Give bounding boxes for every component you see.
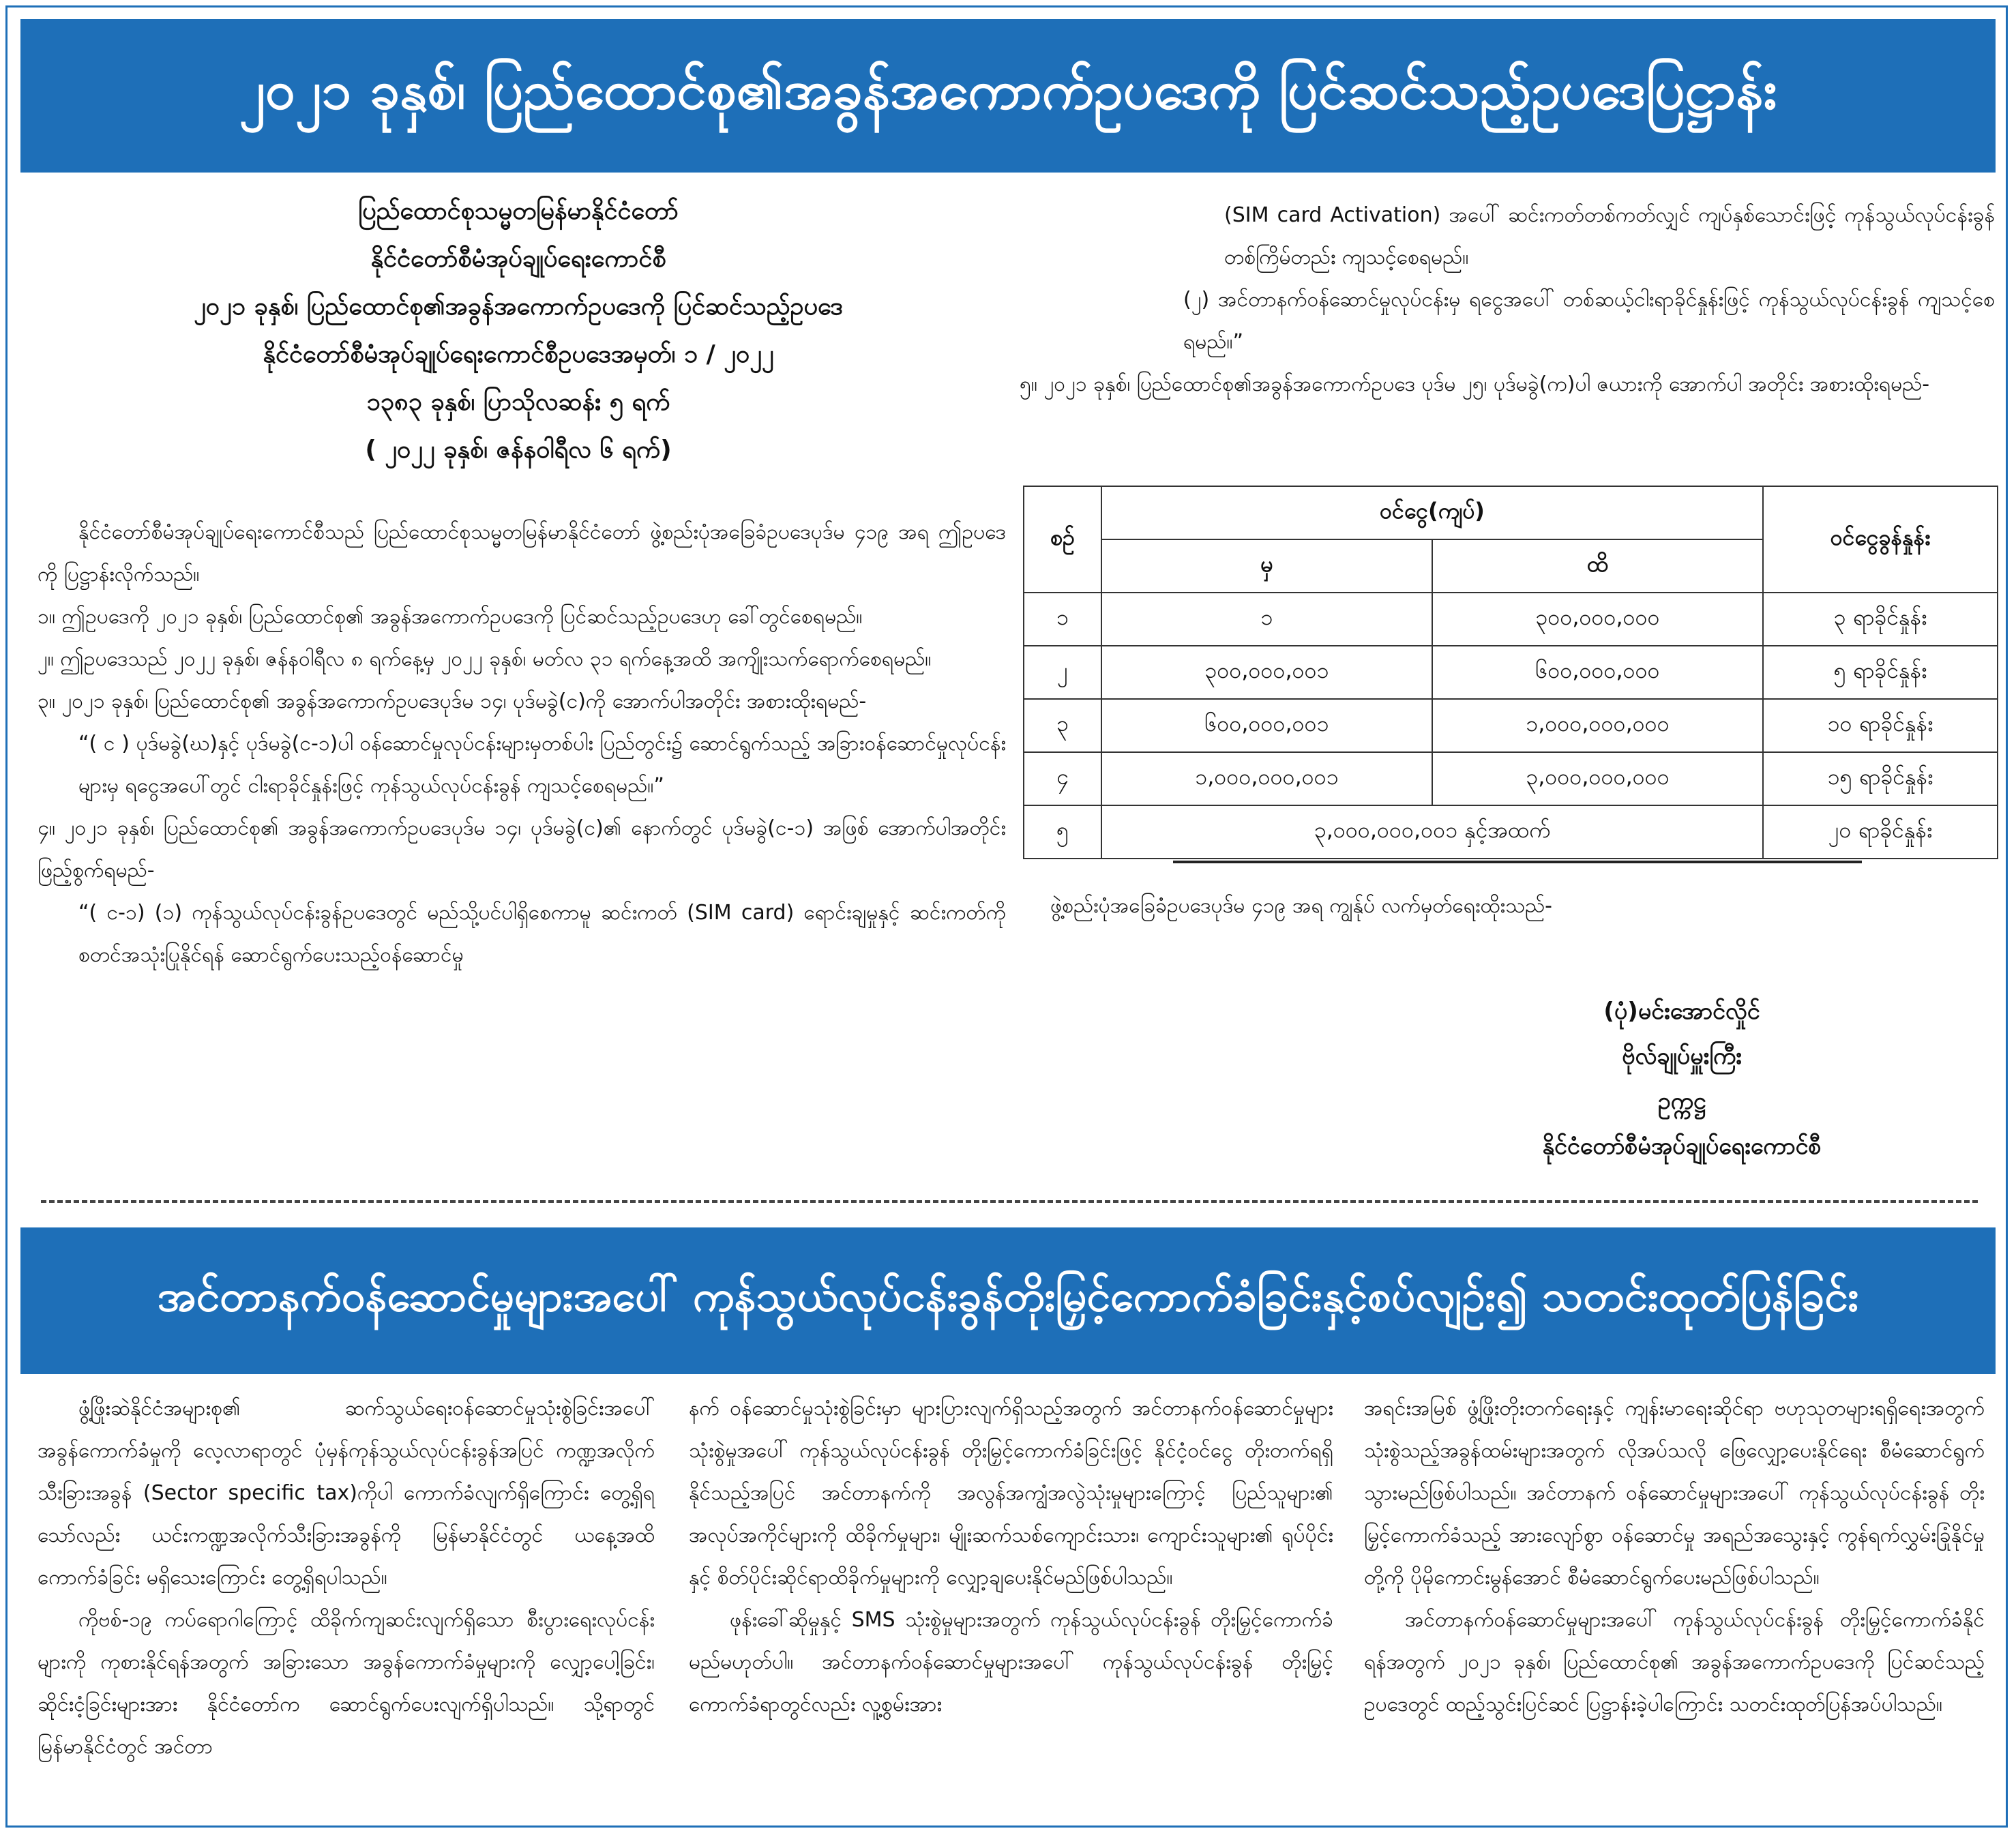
cell-no: ၁: [1024, 593, 1101, 646]
cell-range: ၃,၀၀၀,၀၀၀,၀၀၁ နှင့်အထက်: [1101, 805, 1763, 859]
notice-title: ၂၀၂၁ ခုနှစ်၊ ပြည်ထောင်စု၏အခွန်အကောက်ဥပဒေကို ပြင်ဆင်သည့်ဥပဒေပြဋ္ဌာန်း: [239, 60, 1777, 121]
paragraph: ၅။ ၂၀၂၁ ခုနှစ်၊ ပြည်ထောင်စု၏အခွန်အကောက်ဥပဒေ ပုဒ်မ ၂၅၊ ပုဒ်မခွဲ(က)ပါ ဇယားကို အောက်ပါ အတိုင်း အစားထိုးရမည်-: [1020, 372, 1930, 396]
cell-rate: ၅ ရာခိုင်နှုန်း: [1763, 646, 1998, 699]
cell-no: ၄: [1024, 752, 1101, 805]
cell-no: ၃: [1024, 699, 1101, 752]
signature-line: ဥက္ကဋ္ဌ: [1657, 1088, 1706, 1115]
press-column-2: [689, 1388, 1333, 1726]
paragraph: ၂။ ဤဥပဒေသည် ၂၀၂၂ ခုနှစ်၊ ဇန်နဝါရီလ ၈ ရက်နေ့မှ ၂၀၂၂ ခုနှစ်၊ မတ်လ ၃၁ ရက်နေ့အထိ အကျိုးသက်ရောက်စေရမည်။: [38, 647, 932, 671]
law-header: [27, 188, 1009, 474]
table-row: [1024, 699, 1998, 752]
cell-rate: ၁၀ ရာခိုင်နှုန်း: [1763, 699, 1998, 752]
paragraph: နက် ဝန်ဆောင်မှုသုံးစွဲခြင်းမှာ များပြားလျက်ရှိသည့်အတွက် အင်တာနက်ဝန်ဆောင်မှုများသုံးစွဲမှုအပေါ် ကုန်သွယ်လုပ်ငန်းခွန် တိုးမြှင့်ကောက်ခံခြင်းဖြင့် နိုင်ငံ့ဝင်ငွေ တိုးတက်ရရှိနိုင်သည့်အပြင် အင်တာနက်ကို အလွန်အကျွံအလွဲသုံးမှုများကြောင့် ပြည်သူများ၏ အလုပ်အကိုင်များကို ထိခိုက်မှုများ၊ မျိုးဆက်သစ်ကျောင်းသား၊ ကျောင်းသူများ၏ ရုပ်ပိုင်းနှင့် စိတ်ပိုင်းဆိုင်ရာထိခိုက်မှုများကို လျှော့ချပေးနိုင်မည်ဖြစ်ပါသည်။: [689, 1397, 1333, 1590]
press-title: အင်တာနက်ဝန်ဆောင်မှုများအပေါ် ကုန်သွယ်လုပ်ငန်းခွန်တိုးမြှင့်ကောက်ခံခြင်းနှင့်စပ်လျဉ်း၍ သတင်းထုတ်ပြန်ခြင်း: [157, 1271, 1859, 1321]
notice-title-banner: [20, 19, 1996, 173]
cell-to: ၆၀၀,၀၀၀,၀၀၀: [1432, 646, 1763, 699]
signing-note: ဖွဲ့စည်းပုံအခြေခံဥပဒေပုဒ်မ ၄၁၉ အရ ကျွန်ုပ် လက်မှတ်ရေးထိုးသည်-: [1050, 894, 1553, 918]
cell-from: ၁: [1101, 593, 1432, 646]
press-column-1: [38, 1388, 655, 1768]
cell-rate: ၃ ရာခိုင်နှုန်း: [1763, 593, 1998, 646]
signature-block: [1423, 989, 1941, 1169]
cell-rate: ၂၀ ရာခိုင်နှုန်း: [1763, 805, 1998, 859]
table-row: [1024, 646, 1998, 699]
paragraph: ၄။ ၂၀၂၁ ခုနှစ်၊ ပြည်ထောင်စု၏ အခွန်အကောက်ဥပဒေပုဒ်မ ၁၄၊ ပုဒ်မခွဲ(င)၏ နောက်တွင် ပုဒ်မခွဲ(င-၁) အဖြစ် အောက်ပါအတိုင်း ဖြည့်စွက်ရမည်-: [38, 816, 1006, 882]
header-from: မှ: [1101, 539, 1432, 593]
tax-rate-table: [1023, 486, 1998, 859]
cell-rate: ၁၅ ရာခိုင်နှုန်း: [1763, 752, 1998, 805]
header-line: ပြည်ထောင်စုသမ္မတမြန်မာနိုင်ငံတော်: [358, 197, 679, 225]
paragraph: ဖွံ့ဖြိုးဆဲနိုင်ငံအများစု၏ ဆက်သွယ်ရေးဝန်ဆောင်မှုသုံးစွဲခြင်းအပေါ် အခွန်ကောက်ခံမှုကို လေ့လာရာတွင် ပုံမှန်ကုန်သွယ်လုပ်ငန်းခွန်အပြင် ကဏ္ဍအလိုက်သီးခြားအခွန် (Sector specific tax)ကိုပါ ကောက်ခံလျက်ရှိကြောင်း တွေ့ရှိရသော်လည်း ယင်းကဏ္ဍအလိုက်သီးခြားအခွန်ကို မြန်မာနိုင်ငံတွင် ယနေ့အထိ ကောက်ခံခြင်း မရှိသေးကြောင်း တွေ့ရှိရပါသည်။: [38, 1397, 655, 1590]
cell-from: ၁,၀၀၀,၀၀၀,၀၀၁: [1101, 752, 1432, 805]
paragraph: နိုင်ငံတော်စီမံအုပ်ချုပ်ရေးကောင်စီသည် ပြည်ထောင်စုသမ္မတမြန်မာနိုင်ငံတော် ဖွဲ့စည်းပုံအခြေခံဥပဒေပုဒ်မ ၄၁၉ အရ ဤဥပဒေကို ပြဋ္ဌာန်းလိုက်သည်။: [38, 520, 1006, 586]
law-body-right: [1020, 194, 1995, 406]
table-underline: [1173, 861, 1862, 863]
paragraph: ဖုန်းခေါ်ဆိုမှုနှင့် SMS သုံးစွဲမှုများအတွက် ကုန်သွယ်လုပ်ငန်းခွန် တိုးမြှင့်ကောက်ခံမည်မဟုတ်ပါ။ အင်တာနက်ဝန်ဆောင်မှုများအပေါ် ကုန်သွယ်လုပ်ငန်းခွန် တိုးမြှင့်ကောက်ခံရာတွင်လည်း လူ့စွမ်းအား: [689, 1608, 1333, 1716]
header-line: နိုင်ငံတော်စီမံအုပ်ချုပ်ရေးကောင်စီ: [370, 245, 666, 273]
paragraph: ၁။ ဤဥပဒေကို ၂၀၂၁ ခုနှစ်၊ ပြည်ထောင်စု၏ အခွန်အကောက်ဥပဒေကို ပြင်ဆင်သည့်ဥပဒေဟု ခေါ်တွင်စေရမည်။: [38, 605, 863, 629]
cell-to: ၃၀၀,၀၀၀,၀၀၀: [1432, 593, 1763, 646]
header-income: ဝင်ငွေ(ကျပ်): [1101, 486, 1763, 539]
header-line: ၂၀၂၁ ခုနှစ်၊ ပြည်ထောင်စု၏အခွန်အကောက်ဥပဒေကို ပြင်ဆင်သည့်ဥပဒေ: [194, 293, 843, 321]
paragraph: အင်တာနက်ဝန်ဆောင်မှုများအပေါ် ကုန်သွယ်လုပ်ငန်းခွန် တိုးမြှင့်ကောက်ခံနိုင်ရန်အတွက် ၂၀၂၁ ခုနှစ်၊ ပြည်ထောင်စု၏ အခွန်အကောက်ဥပဒေကို ပြင်ဆင်သည့်ဥပဒေတွင် ထည့်သွင်းပြင်ဆင် ပြဋ္ဌာန်းခဲ့ပါကြောင်း သတင်းထုတ်ပြန်အပ်ပါသည်။: [1364, 1608, 1985, 1716]
paragraph: “( င ) ပုဒ်မခွဲ(ဃ)နှင့် ပုဒ်မခွဲ(င-၁)ပါ ဝန်ဆောင်မှုလုပ်ငန်းများမှတစ်ပါး ပြည်တွင်း၌ ဆောင်ရွက်သည့် အခြားဝန်ဆောင်မှုလုပ်ငန်းများမှ ရငွေအပေါ်တွင် ငါးရာခိုင်နှုန်းဖြင့် ကုန်သွယ်လုပ်ငန်းခွန် ကျသင့်စေရမည်။”: [78, 732, 1006, 798]
paragraph: ၃။ ၂၀၂၁ ခုနှစ်၊ ပြည်ထောင်စု၏ အခွန်အကောက်ဥပဒေပုဒ်မ ၁၄၊ ပုဒ်မခွဲ(င)ကို အောက်ပါအတိုင်း အစားထိုးရမည်-: [38, 689, 867, 713]
paragraph: ကိုဗစ်-၁၉ ကပ်ရောဂါကြောင့် ထိခိုက်ကျဆင်းလျက်ရှိသော စီးပွားရေးလုပ်ငန်းများကို ကုစားနိုင်ရန်အတွက် အခြားသော အခွန်ကောက်ခံမှုများကို လျှော့ပေါ့ခြင်း၊ ဆိုင်းငံ့ခြင်းများအား နိုင်ငံတော်က ဆောင်ရွက်ပေးလျက်ရှိပါသည်။ သို့ရာတွင် မြန်မာနိုင်ငံတွင် အင်တာ: [38, 1608, 655, 1759]
section-divider: [41, 1200, 1978, 1203]
paragraph: “( င-၁) (၁) ကုန်သွယ်လုပ်ငန်းခွန်ဥပဒေတွင် မည်သို့ပင်ပါရှိစေကာမူ ဆင်းကတ် (SIM card) ရောင်းချမှုနှင့် ဆင်းကတ်ကို စတင်အသုံးပြုနိုင်ရန် ဆောင်ရွက်ပေးသည့်ဝန်ဆောင်မှု: [78, 901, 1006, 967]
header-no: စဉ်: [1024, 486, 1101, 593]
press-column-3: [1364, 1388, 1985, 1726]
cell-from: ၆၀၀,၀၀၀,၀၀၁: [1101, 699, 1432, 752]
paragraph: (SIM card Activation) အပေါ် ဆင်းကတ်တစ်ကတ်လျှင် ကျပ်နှစ်သောင်းဖြင့် ကုန်သွယ်လုပ်ငန်းခွန် တစ်ကြိမ်တည်း ကျသင့်စေရမည်။: [1224, 203, 1995, 269]
paragraph: အရင်းအမြစ် ဖွံ့ဖြိုးတိုးတက်ရေးနှင့် ကျန်းမာရေးဆိုင်ရာ ဗဟုသုတများရရှိရေးအတွက် သုံးစွဲသည့်အခွန်ထမ်းများအတွက် လိုအပ်သလို ဖြေလျှော့ပေးနိုင်ရေး စီမံဆောင်ရွက်သွားမည်ဖြစ်ပါသည်။ အင်တာနက် ဝန်ဆောင်မှုများအပေါ် ကုန်သွယ်လုပ်ငန်းခွန် တိုးမြှင့်ကောက်ခံသည့် အားလျော်စွာ ဝန်ဆောင်မှု အရည်အသွေးနှင့် ကွန်ရက်လွှမ်းခြုံနိုင်မှုတို့ကို ပိုမိုကောင်းမွန်အောင် စီမံဆောင်ရွက်ပေးမည်ဖြစ်ပါသည်။: [1364, 1397, 1985, 1590]
cell-to: ၃,၀၀၀,၀၀၀,၀၀၀: [1432, 752, 1763, 805]
header-to: ထိ: [1432, 539, 1763, 593]
table-row: [1024, 805, 1998, 859]
cell-no: ၂: [1024, 646, 1101, 699]
header-line: ၁၃၈၃ ခုနှစ်၊ ပြာသိုလဆန်း ၅ ရက်: [366, 388, 670, 416]
law-body-left: [38, 511, 1006, 977]
header-rate: ဝင်ငွေခွန်နှုန်း: [1763, 486, 1998, 593]
table-row: [1024, 593, 1998, 646]
cell-to: ၁,၀၀၀,၀၀၀,၀၀၀: [1432, 699, 1763, 752]
table-row: [1024, 752, 1998, 805]
header-line: ( ၂၀၂၂ ခုနှစ်၊ ဇန်နဝါရီလ ၆ ရက်): [365, 436, 672, 464]
cell-no: ၅: [1024, 805, 1101, 859]
press-title-banner: [20, 1227, 1996, 1374]
cell-from: ၃၀၀,၀၀၀,၀၀၁: [1101, 646, 1432, 699]
signature-line: နိုင်ငံတော်စီမံအုပ်ချုပ်ရေးကောင်စီ: [1542, 1133, 1822, 1160]
header-line: နိုင်ငံတော်စီမံအုပ်ချုပ်ရေးကောင်စီဥပဒေအမှတ်၊ ၁ / ၂၀၂၂: [263, 340, 774, 368]
signature-line: (ပုံ)မင်းအောင်လှိုင်: [1603, 998, 1760, 1025]
paragraph: (၂) အင်တာနက်ဝန်ဆောင်မှုလုပ်ငန်းမှ ရငွေအပေါ် တစ်ဆယ့်ငါးရာခိုင်နှုန်းဖြင့် ကုန်သွယ်လုပ်ငန်းခွန် ကျသင့်စေရမည်။”: [1183, 288, 1995, 354]
signature-line: ဗိုလ်ချုပ်မှူးကြီး: [1622, 1043, 1742, 1070]
table-header-row: [1024, 486, 1998, 539]
